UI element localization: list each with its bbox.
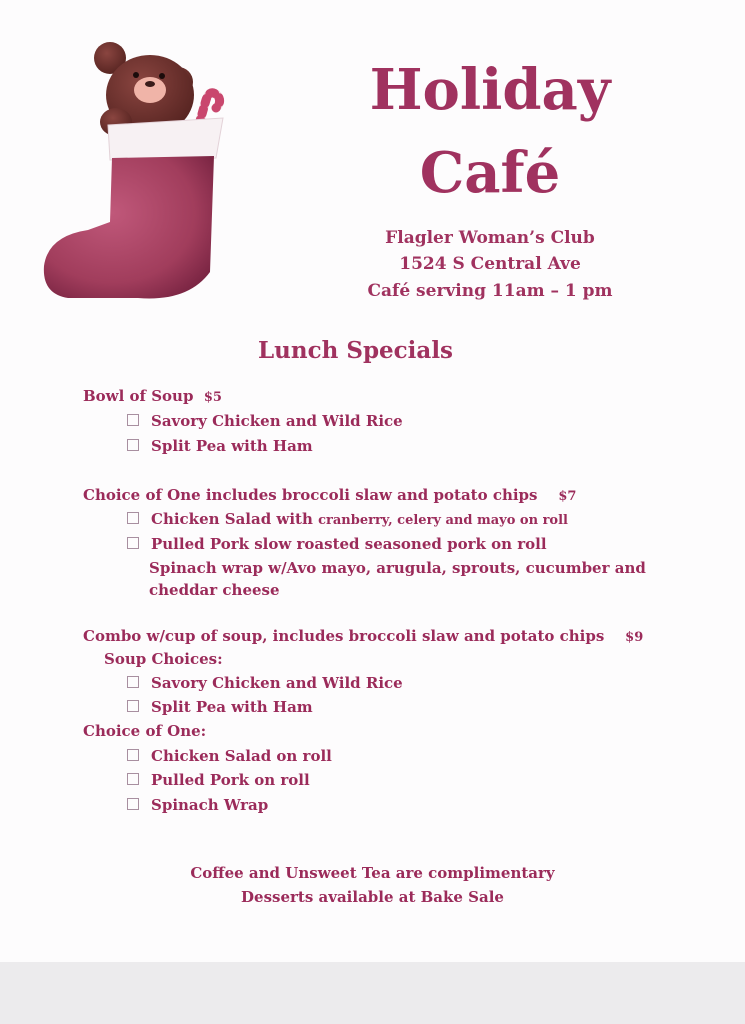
spinach-wrap-line-1: Spinach wrap w/Avo mayo, arugula, sprouts, cucumber and [149,559,646,577]
list-item-label: Chicken Salad with [151,510,313,528]
combo-heading [83,629,643,644]
title-line-2: Café [419,140,561,206]
list-item-label: Pulled Pork slow roasted seasoned pork on roll [151,535,547,553]
list-item-label: Savory Chicken and Wild Rice [151,412,403,430]
list-item-label: Split Pea with Ham [151,698,313,716]
checkbox-icon [127,798,139,810]
teddy-bear-in-stocking-icon [38,40,238,305]
footer-coffee: Coffee and Unsweet Tea are complimentary [190,864,555,882]
list-item-label: Spinach Wrap [151,796,269,814]
checkbox-icon [127,700,139,712]
list-item [127,798,268,813]
list-item-label: Split Pea with Ham [151,437,313,455]
list-item [127,676,403,691]
checkbox-icon [127,537,139,549]
choice-heading [83,488,576,503]
list-item-detail: cranberry, celery and mayo on roll [318,513,568,528]
choice-label: Choice of One includes broccoli slaw and potato chips [83,486,538,504]
spinach-wrap-line-2: cheddar cheese [149,581,280,599]
footer-desserts: Desserts available at Bake Sale [241,888,504,906]
soup-heading [83,389,222,404]
checkbox-icon [127,414,139,426]
checkbox-icon [127,512,139,524]
list-item [127,414,403,429]
scan-margin [0,962,745,1024]
list-item [127,537,547,552]
list-item [127,439,313,454]
combo-label: Combo w/cup of soup, includes broccoli slaw and potato chips [83,627,605,645]
checkbox-icon [127,773,139,785]
soup-price: $5 [203,390,222,405]
soup-choices-label: Soup Choices: [104,650,223,668]
checkbox-icon [127,439,139,451]
list-item [127,512,568,527]
list-item-label: Pulled Pork on roll [151,771,310,789]
checkbox-icon [127,749,139,761]
title-line-1: Holiday [369,57,611,123]
list-item [127,749,332,764]
list-item [127,773,310,788]
venue-name: Flagler Woman’s Club [385,228,595,248]
list-item-label: Savory Chicken and Wild Rice [151,674,403,692]
section-title: Lunch Specials [258,337,454,364]
choice-price: $7 [558,489,577,504]
list-item-label: Chicken Salad on roll [151,747,332,765]
list-item [127,700,313,715]
checkbox-icon [127,676,139,688]
soup-label: Bowl of Soup [83,387,194,405]
combo-price: $9 [625,630,644,645]
serving-hours: Café serving 11am – 1 pm [367,281,613,301]
choice-of-one-label: Choice of One: [83,722,207,740]
venue-address: 1524 S Central Ave [399,254,581,274]
